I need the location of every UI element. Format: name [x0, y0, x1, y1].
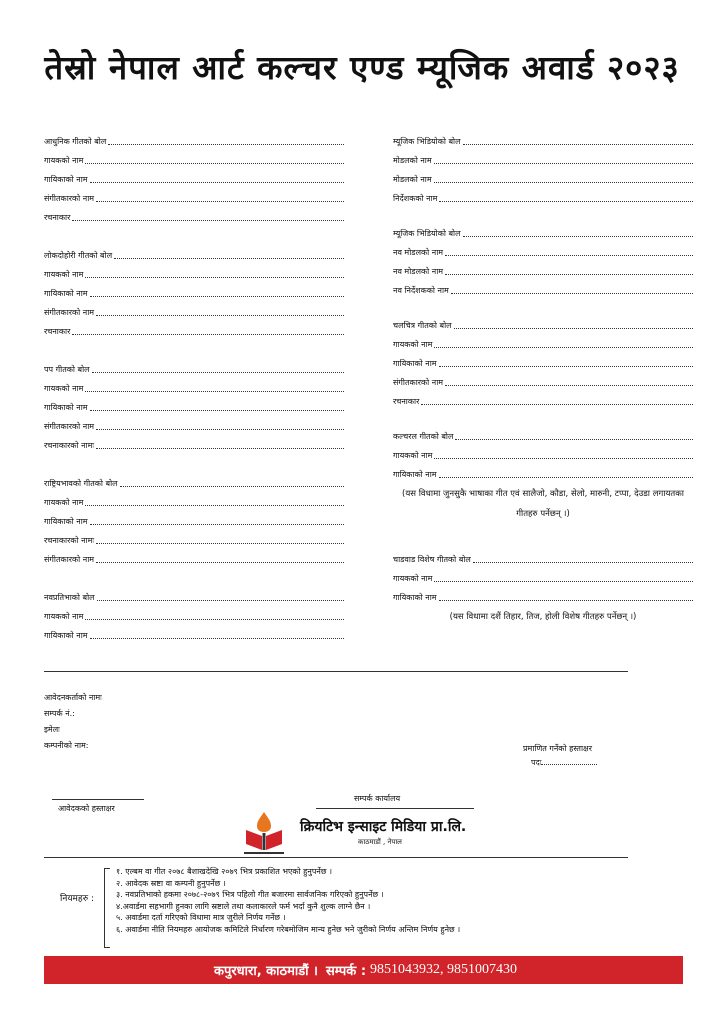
rules-label: नियमहरु : [60, 894, 94, 904]
field-label: संगीतकारको नाम [44, 194, 95, 203]
field-entry-line[interactable] [97, 599, 344, 601]
applicant-signature-line [52, 799, 144, 800]
rules-list [116, 866, 460, 935]
form-field [44, 527, 344, 546]
field-label: रचनाकारको नामः [44, 536, 95, 545]
field-label: संगीतकारको नाम [393, 378, 444, 387]
rule-item: १. एल्बम वा गीत २०७८ बैशाखदेखि २०७९ भित्र प्रकाशित भएको हुनुपर्नेछ । [116, 867, 333, 876]
form-field [393, 461, 693, 480]
form-field [44, 394, 344, 413]
category-section [44, 584, 344, 641]
field-entry-line[interactable] [434, 580, 693, 582]
footer-phone-numbers: 9851043932, 9851007430 [370, 962, 518, 977]
form-field [393, 258, 693, 277]
form-field [44, 356, 344, 375]
rule-item: ६. अवार्डमा नीति नियमहरु आयोजक कमिटिले निर्धारण गरेबमोजिम मान्य हुनेछ भने जुरीको निर्णय अन्तिम निर्णय हुनेछ । [116, 924, 461, 934]
category-section [393, 220, 693, 296]
field-label: कल्चरल गीतको बोल [393, 432, 454, 441]
rule-item: २. आवेदक स्रष्टा वा कम्पनी हुनुपर्नेछ । [116, 878, 226, 888]
section-divider [44, 671, 628, 672]
field-label: नवप्रतिभाको बोल [44, 593, 95, 602]
field-entry-line[interactable] [454, 327, 693, 329]
category-section [44, 356, 344, 451]
company-logo-icon [238, 806, 290, 858]
field-entry-line[interactable] [96, 561, 344, 563]
rule-item: ५. अवार्डमा दर्ता गरिएको विधामा मात्र जुरीले निर्णय गर्नेछ । [116, 913, 286, 922]
contact-footer [44, 956, 683, 984]
form-field [393, 584, 693, 603]
field-entry-line[interactable] [473, 561, 693, 563]
field-label: रचनाकार [44, 327, 71, 336]
rule-item: ४.अवार्डमा सहभागी हुनका लागि स्रष्टाले तथा कलाकारले फर्म भर्दा कुनै शुल्क लाग्ने छैन । [116, 901, 371, 911]
field-label: नव मोडलको नाम [393, 267, 444, 276]
form-field [44, 375, 344, 394]
field-entry-line[interactable] [120, 485, 344, 487]
field-label: गायकको नाम [393, 574, 433, 583]
field-entry-line[interactable] [72, 219, 344, 221]
form-field [393, 369, 693, 388]
form-field [44, 299, 344, 318]
field-label: राष्ट्रियभावको गीतको बोल [44, 479, 118, 488]
form-field [44, 204, 344, 223]
field-entry-line[interactable] [455, 438, 693, 440]
form-field [44, 128, 344, 147]
field-entry-line[interactable] [90, 409, 344, 411]
field-label: चलचित्र गीतको बोल [393, 321, 452, 330]
category-section [44, 470, 344, 565]
category-section [393, 128, 693, 204]
field-entry-line[interactable] [445, 384, 693, 386]
field-entry-line[interactable] [445, 273, 693, 275]
field-entry-line[interactable] [463, 235, 693, 237]
form-field [393, 546, 693, 565]
form-field [44, 147, 344, 166]
field-label: गायिकाको नाम [393, 470, 437, 479]
company-location: काठमाडौं , नेपाल [358, 838, 402, 846]
field-entry-line[interactable] [96, 447, 344, 449]
field-entry-line[interactable] [96, 200, 344, 202]
post-dotted-line [541, 764, 597, 765]
form-title: तेस्रो नेपाल आर्ट कल्चर एण्ड म्यूजिक अवार्ड २०२३ [44, 48, 680, 87]
field-entry-line[interactable] [85, 162, 344, 164]
field-entry-line[interactable] [434, 162, 693, 164]
rule-item: ३. नवप्रतिभाको हकमा २०७८-२०७९ भित्र पहिलो गीत बजारमा सार्वजनिक गरिएको हुनुपर्नेछ । [116, 890, 384, 899]
field-entry-line[interactable] [434, 181, 693, 183]
applicant-details [44, 690, 102, 754]
form-field [44, 603, 344, 622]
field-label: गायकको नाम [393, 340, 433, 349]
category-section [393, 312, 693, 407]
field-entry-line[interactable] [85, 504, 344, 506]
left-entry-column [44, 128, 344, 641]
category-section [44, 242, 344, 337]
category-section [393, 423, 693, 530]
form-field [44, 280, 344, 299]
form-field [393, 565, 693, 584]
field-entry-line[interactable] [96, 542, 344, 544]
field-entry-line[interactable] [439, 365, 693, 367]
field-label: गायिकाको नाम [44, 289, 88, 298]
field-entry-line[interactable] [90, 181, 344, 183]
form-field [44, 185, 344, 204]
applicant-signature-label: आवेदकको हस्ताक्षर [58, 804, 115, 813]
field-label: गायकको नाम [44, 612, 84, 621]
field-label: गायिकाको नाम [44, 631, 88, 640]
form-field [393, 147, 693, 166]
form-field [393, 166, 693, 185]
field-label: नव निर्देशकको नाम [393, 286, 449, 295]
category-section [44, 128, 344, 223]
form-field [393, 350, 693, 369]
company-name-label: कम्पनीको नाम: [44, 741, 89, 750]
field-label: गायकको नाम [44, 270, 84, 279]
field-label: रचनाकारको नामः [44, 441, 95, 450]
field-entry-line[interactable] [96, 314, 344, 316]
field-entry-line[interactable] [90, 637, 344, 639]
form-field [393, 277, 693, 296]
field-label: गायिकाको नाम [44, 403, 88, 412]
form-field [393, 220, 693, 239]
field-entry-line[interactable] [445, 254, 693, 256]
field-entry-line[interactable] [421, 403, 693, 405]
field-label: संगीतकारको नाम [44, 555, 95, 564]
field-label: नव मोडलको नाम [393, 248, 444, 257]
field-entry-line[interactable] [85, 276, 344, 278]
field-label: गायिकाको नाम [44, 517, 88, 526]
field-label: गायकको नाम [44, 498, 84, 507]
field-entry-line[interactable] [72, 333, 344, 335]
field-label: संगीतकारको नाम [44, 308, 95, 317]
field-entry-line[interactable] [463, 143, 693, 145]
field-entry-line[interactable] [451, 292, 693, 294]
category-section [393, 546, 693, 633]
field-label: गायिकाको नाम [393, 359, 437, 368]
email-label: इमेलः [44, 725, 60, 734]
field-label: लोकदोहोरी गीतको बोल [44, 251, 113, 260]
company-name: क्रियटिभ इन्साइट मिडिया प्रा.लि. [300, 819, 467, 835]
certifier-block [523, 742, 597, 770]
field-entry-line[interactable] [439, 200, 693, 202]
form-field [44, 166, 344, 185]
footer-contact-label: सम्पर्क : [325, 964, 367, 979]
field-label: आधुनिक गीतको बोल [44, 137, 107, 146]
form-field [393, 388, 693, 407]
rules-bracket [104, 868, 110, 948]
form-field [393, 331, 693, 350]
rules-divider [44, 857, 628, 858]
field-entry-line[interactable] [96, 428, 344, 430]
certifier-post-label: पदः [531, 758, 542, 767]
certifier-signature-label: प्रमाणित गर्नेको हस्ताक्षर [523, 744, 593, 753]
contact-office-label: सम्पर्क कार्यालय [354, 794, 401, 803]
field-label: चाडवाड विशेष गीतको बोल [393, 555, 471, 564]
field-label: रचनाकार [44, 213, 71, 222]
form-field [393, 423, 693, 442]
field-entry-line[interactable] [90, 295, 344, 297]
field-label: मोडलको नाम [393, 175, 432, 184]
field-entry-line[interactable] [90, 523, 344, 525]
field-label: संगीतकारको नाम [44, 422, 95, 431]
form-field [44, 261, 344, 280]
field-label: पप गीतको बोल [44, 365, 90, 374]
form-field [393, 442, 693, 461]
field-entry-line[interactable] [114, 257, 344, 259]
field-entry-line[interactable] [439, 599, 693, 601]
form-field [44, 318, 344, 337]
applicant-name-label: आवेदनकर्ताको नामः [44, 693, 102, 702]
form-field [44, 413, 344, 432]
form-field [393, 312, 693, 331]
field-entry-line[interactable] [434, 346, 693, 348]
form-field [44, 584, 344, 603]
category-note: (यस विधामा दशैं तिहार, तिज, होली विशेष गीतहरु पर्नेछन् ।) [449, 612, 637, 622]
field-label: म्यूजिक भिडियोको बोल [393, 229, 461, 238]
right-entry-column [393, 128, 693, 633]
field-entry-line[interactable] [92, 371, 344, 373]
form-field [44, 508, 344, 527]
category-note: (यस विधामा जुनसुकै भाषाका गीत एवं सालैजो, कौडा, सेलो, मारुनी, टप्पा, देउडा लगायतका गीतहरु पर्नेछन् ।) [402, 489, 684, 519]
contact-number-label: सम्पर्क नं.: [44, 709, 75, 718]
form-field [393, 185, 693, 204]
field-entry-line[interactable] [85, 390, 344, 392]
field-label: मोडलको नाम [393, 156, 432, 165]
field-label: रचनाकार [393, 397, 420, 406]
form-field [393, 239, 693, 258]
form-field [44, 546, 344, 565]
field-label: गायकको नाम [393, 451, 433, 460]
form-field [44, 622, 344, 641]
field-entry-line[interactable] [434, 457, 693, 459]
form-field [44, 242, 344, 261]
form-field [393, 128, 693, 147]
field-entry-line[interactable] [85, 618, 344, 620]
contact-office-line [316, 808, 474, 809]
field-label: गायिकाको नाम [44, 175, 88, 184]
field-label: म्यूजिक भिडियोको बोल [393, 137, 461, 146]
field-entry-line[interactable] [108, 143, 344, 145]
form-field [44, 489, 344, 508]
form-field [44, 470, 344, 489]
footer-address: कपुरधारा, काठमाडौं । [213, 964, 318, 979]
field-label: गायकको नाम [44, 156, 84, 165]
field-label: निर्देशकको नाम [393, 194, 438, 203]
field-label: गायकको नाम [44, 384, 84, 393]
field-entry-line[interactable] [439, 476, 693, 478]
field-label: गायिकाको नाम [393, 593, 437, 602]
form-field [44, 432, 344, 451]
